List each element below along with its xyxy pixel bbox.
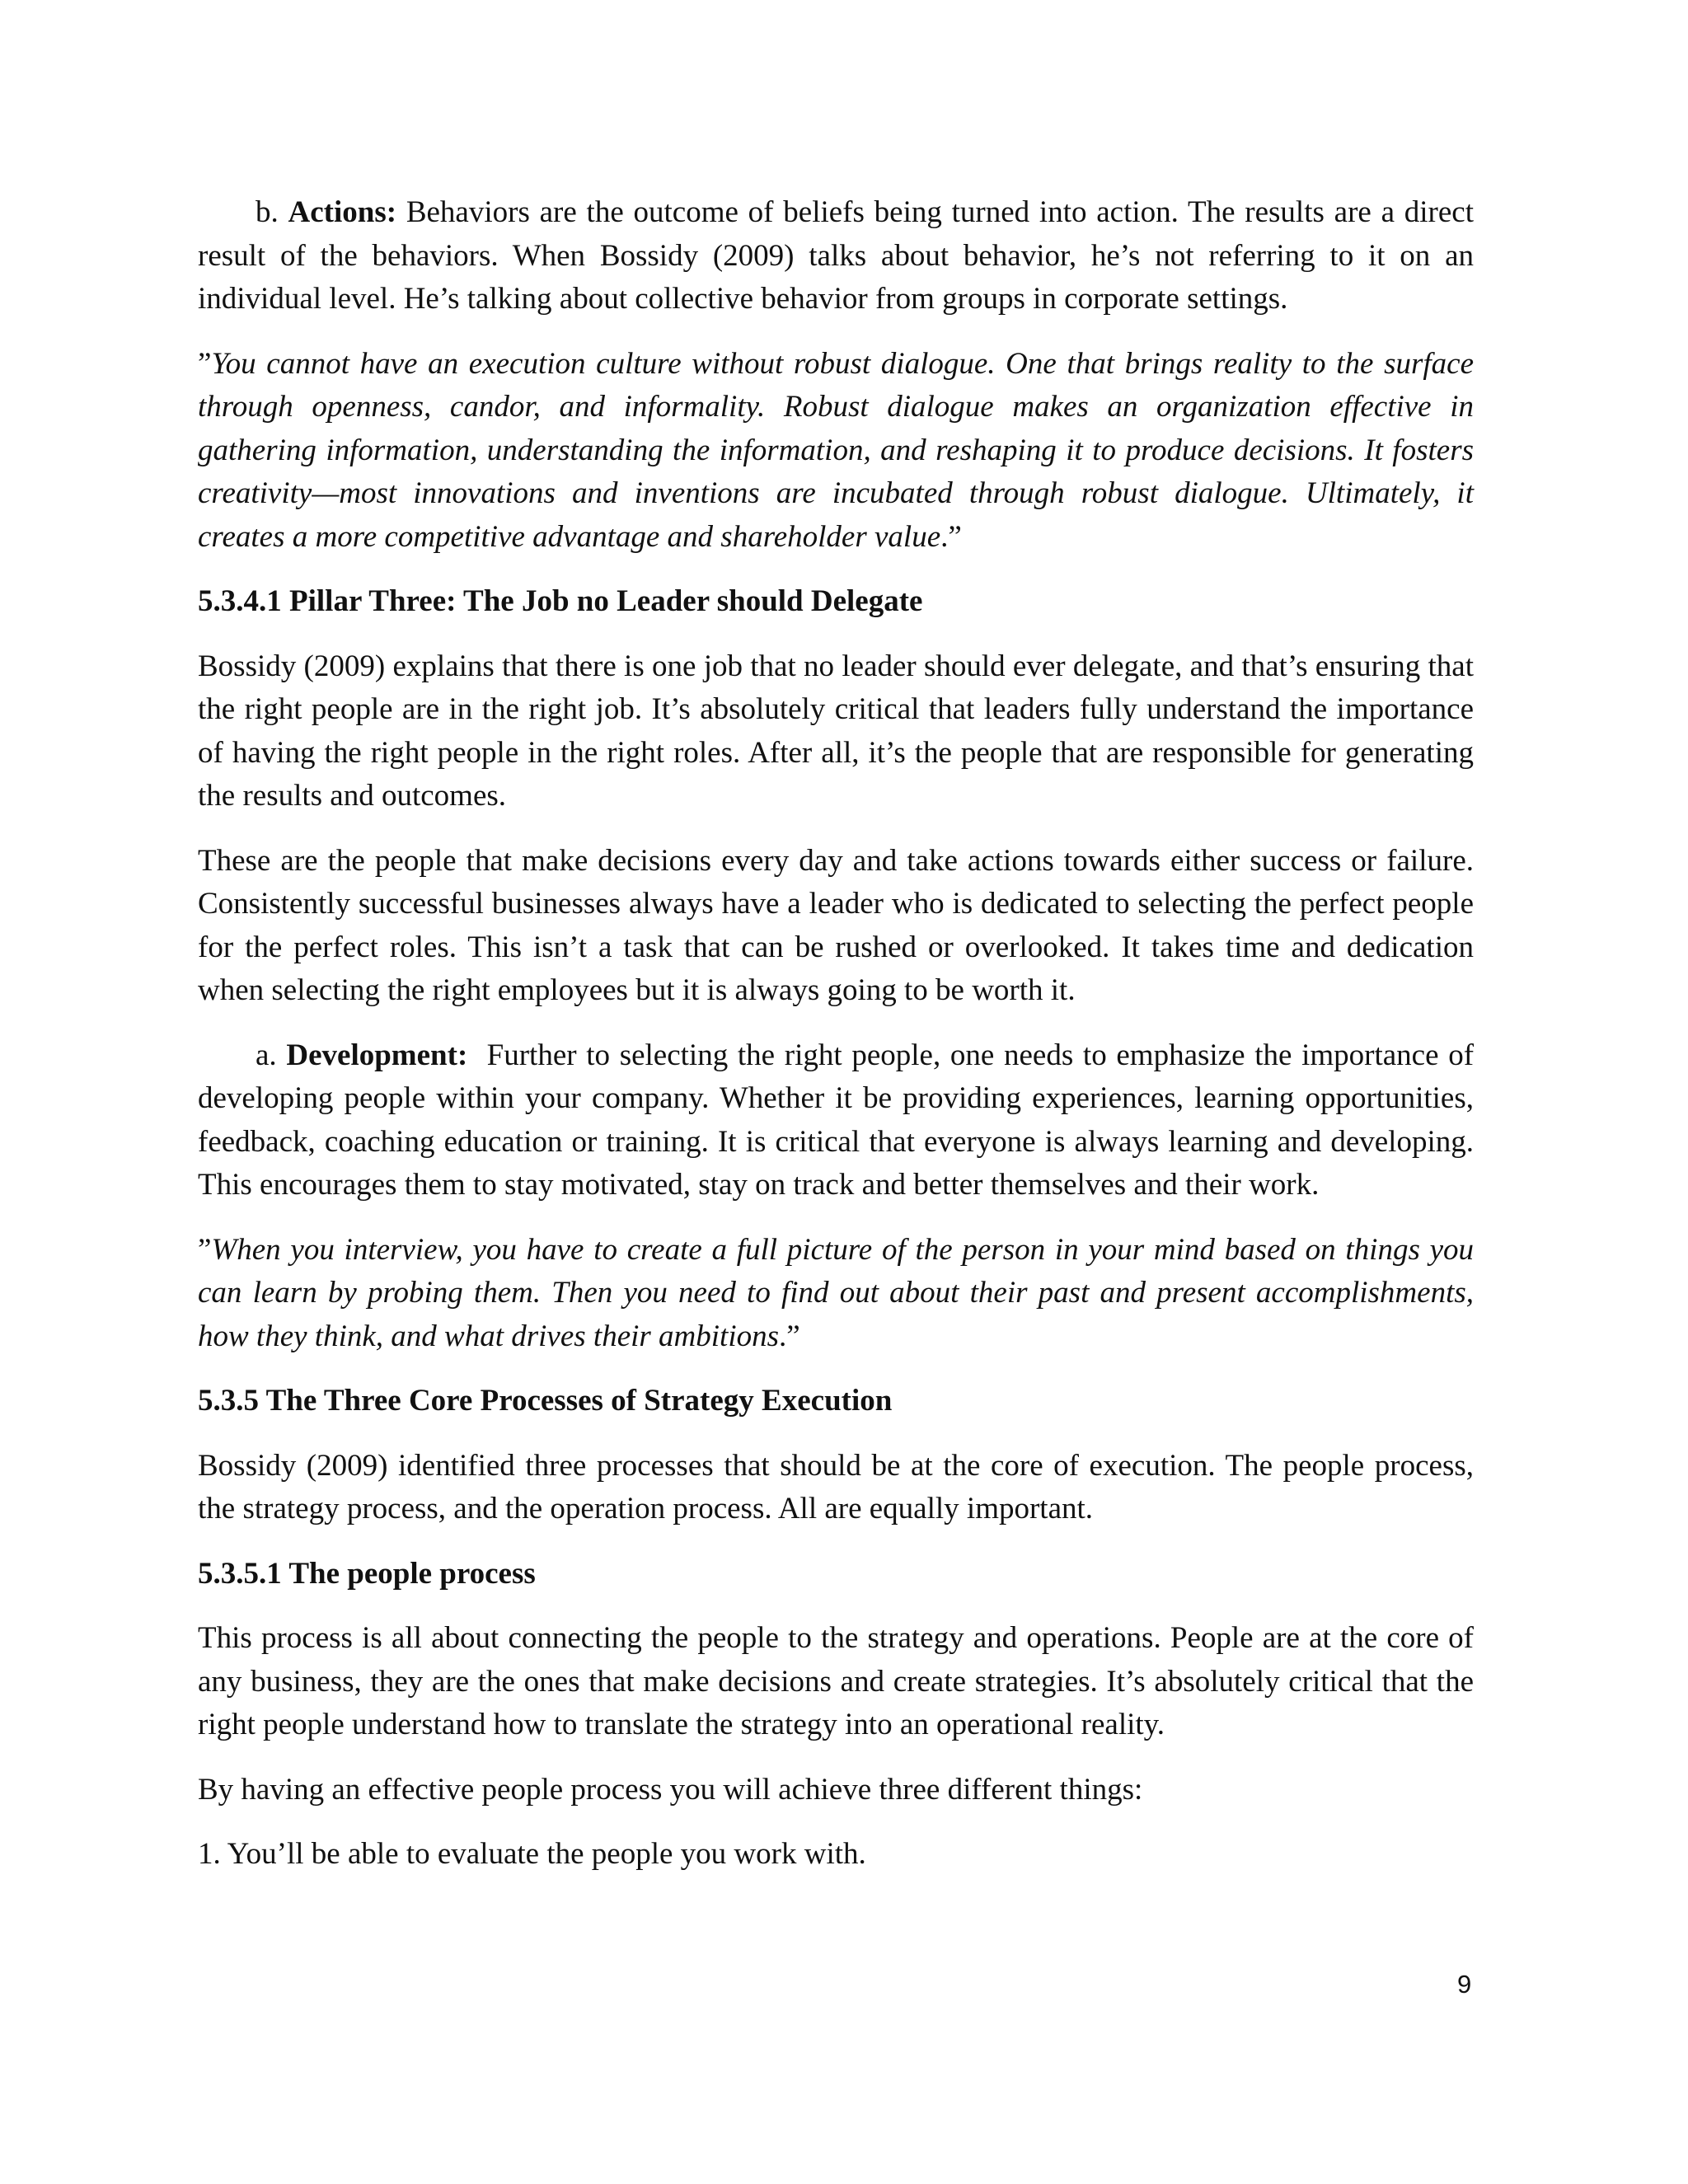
quote1-open: ” <box>198 346 212 381</box>
list-item-1: 1. You’ll be able to evaluate the people you work with. <box>198 1837 866 1871</box>
heading-5-3-4-1: 5.3.4.1 Pillar Three: The Job no Leader should Delegate <box>198 584 923 618</box>
actions-marker: b. <box>256 195 279 229</box>
development-label: Development: <box>286 1038 468 1072</box>
actions-paragraph <box>198 191 1474 321</box>
quote2-text: When you interview, you have to create a full picture of the person in your mind based on things you can learn by probing them. Then you need to find out about their past and present accomplishments, how they think, and what drives their ambitions <box>198 1232 1474 1353</box>
paragraph-by-having: By having an effective people process you will achieve three different things: <box>198 1772 1143 1807</box>
document-page <box>198 191 1474 1898</box>
quote-execution-culture <box>198 343 1474 560</box>
quote-interview <box>198 1229 1474 1359</box>
heading-5-3-5-1: 5.3.5.1 The people process <box>198 1556 536 1591</box>
heading-5-3-5: 5.3.5 The Three Core Processes of Strategy Execution <box>198 1384 893 1418</box>
quote1-close: .” <box>940 519 962 554</box>
quote2-open: ” <box>198 1232 212 1267</box>
paragraph-this-process: This process is all about connecting the people to the strategy and operations. People are at the core of any business, they are the ones that make decisions and create strategies. It’s absolutely critical that the right people understand how to translate the strategy into an operational reality. <box>198 1621 1474 1741</box>
page-number: 9 <box>1457 1970 1472 1999</box>
paragraph-bossidy-explains: Bossidy (2009) explains that there is one job that no leader should ever delegate, and that’s ensuring that the right people are in the right job. It’s absolutely critical that leaders fully understand the importance of having the right people in the right roles. After all, it’s the people that are responsible for generating the results and outcomes. <box>198 649 1474 813</box>
paragraph-bossidy-identified: Bossidy (2009) identified three processes that should be at the core of execution. The people process, the strategy process, and the operation process. All are equally important. <box>198 1448 1474 1526</box>
quote1-text: You cannot have an execution culture without robust dialogue. One that brings reality to the surface through openness, candor, and informality. Robust dialogue makes an organization effective in gathering information, understanding the information, and reshaping it to produce decisions. It fosters creativity—most innovations and inventions are incubated through robust dialogue. Ultimately, it creates a more competitive advantage and shareholder value <box>198 346 1474 554</box>
actions-text: Behaviors are the outcome of beliefs being turned into action. The results are a direct result of the behaviors. When Bossidy (2009) talks about behavior, he’s not referring to it on an individual level. He’s talking about collective behavior from groups in corporate settings. <box>198 195 1474 316</box>
development-paragraph <box>198 1034 1474 1207</box>
paragraph-these-are-people: These are the people that make decisions every day and take actions towards either success or failure. Consistently successful businesses always have a leader who is dedicated to selecting the perfect people for the perfect roles. This isn’t a task that can be rushed or overlooked. It takes time and dedication when selecting the right employees but it is always going to be worth it. <box>198 843 1474 1007</box>
development-marker: a. <box>256 1038 277 1072</box>
development-text: Further to selecting the right people, one needs to emphasize the importance of developing people within your company. Whether it be providing experiences, learning opportunities, feedback, coaching education or training. It is critical that everyone is always learning and developing. This encourages them to stay motivated, stay on track and better themselves and their work. <box>198 1038 1475 1202</box>
quote2-close: .” <box>779 1319 800 1353</box>
actions-label: Actions: <box>288 195 397 229</box>
